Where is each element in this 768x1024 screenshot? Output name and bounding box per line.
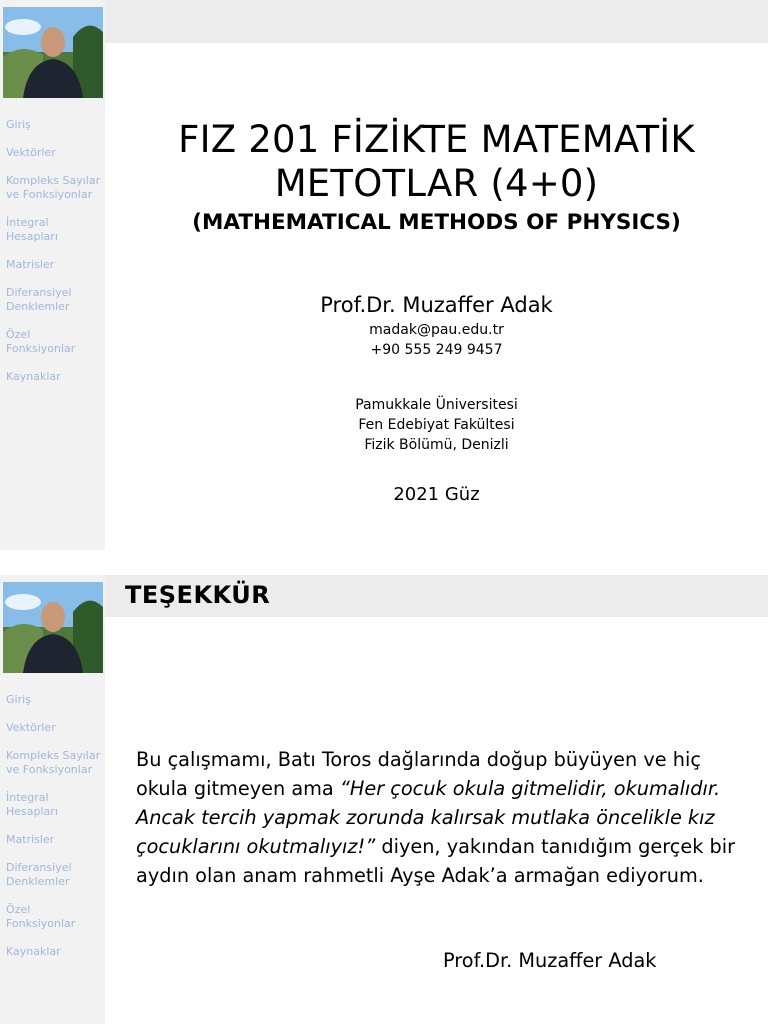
affiliation	[105, 395, 768, 455]
dedication-text	[136, 745, 746, 890]
signature: Prof.Dr. Muzaffer Adak	[443, 949, 657, 972]
sidebar	[0, 0, 105, 550]
author-email: madak@pau.edu.tr	[369, 322, 504, 338]
header-bar	[105, 0, 768, 43]
nav-item-kompleks[interactable]: Kompleks Sayılar ve Fonksiyonlar	[6, 174, 101, 201]
affiliation-faculty: Fen Edebiyat Fakültesi	[358, 417, 515, 433]
nav-item-matrisler[interactable]: Matrisler	[6, 833, 55, 846]
nav-item-kaynaklar[interactable]: Kaynaklar	[6, 945, 61, 958]
nav-item-kompleks[interactable]: Kompleks Sayılar ve Fonksiyonlar	[6, 749, 101, 776]
slide-separator	[0, 550, 768, 575]
nav-item-diferansiyel[interactable]: Diferansiyel Denklemler	[6, 286, 72, 313]
title-line-2: METOTLAR (4+0)	[274, 162, 599, 205]
section-nav	[6, 118, 102, 398]
nav-item-integral[interactable]: İntegral Hesapları	[6, 216, 58, 243]
course-title	[105, 118, 768, 206]
nav-item-vektorler[interactable]: Vektörler	[6, 721, 56, 734]
nav-item-ozel[interactable]: Özel Fonksiyonlar	[6, 328, 76, 355]
dedication-quote: “Her çocuk okula gitmelidir, okumalıdır. Ancak tercih yapmak zorunda kalırsak mutlaka öncelikle kız çocuklarını okutmalıyız!”	[136, 777, 721, 858]
nav-item-diferansiyel[interactable]: Diferansiyel Denklemler	[6, 861, 72, 888]
nav-item-giris[interactable]: Giriş	[6, 118, 31, 131]
author-phone: +90 555 249 9457	[370, 342, 503, 358]
dedication-part-2: diyen, yakından tanıdığım gerçek bir aydın olan anam rahmetli Ayşe Adak’a armağan ediyorum.	[136, 835, 736, 887]
title-line-1: FIZ 201 FİZİKTE MATEMATİK	[178, 118, 695, 161]
affiliation-university: Pamukkale Üniversitesi	[355, 397, 518, 413]
section-nav	[6, 693, 102, 973]
nav-item-integral[interactable]: İntegral Hesapları	[6, 791, 58, 818]
nav-item-kaynaklar[interactable]: Kaynaklar	[6, 370, 61, 383]
author-photo	[3, 7, 103, 98]
nav-item-giris[interactable]: Giriş	[6, 693, 31, 706]
nav-item-vektorler[interactable]: Vektörler	[6, 146, 56, 159]
slide-acknowledgement	[0, 575, 768, 1024]
course-subtitle: (MATHEMATICAL METHODS OF PHYSICS)	[192, 210, 681, 235]
author-name: Prof.Dr. Muzaffer Adak	[320, 293, 553, 317]
term: 2021 Güz	[393, 484, 480, 505]
dedication-part-1: Bu çalışmamı, Batı Toros dağlarında doğup büyüyen ve hiç okula gitmeyen ama	[136, 748, 701, 800]
nav-item-ozel[interactable]: Özel Fonksiyonlar	[6, 903, 76, 930]
nav-item-matrisler[interactable]: Matrisler	[6, 258, 55, 271]
affiliation-department: Fizik Bölümü, Denizli	[364, 437, 509, 453]
author-contact	[105, 320, 768, 360]
author-photo	[3, 582, 103, 673]
frame-title: TEŞEKKÜR	[125, 581, 271, 609]
sidebar	[0, 575, 105, 1024]
